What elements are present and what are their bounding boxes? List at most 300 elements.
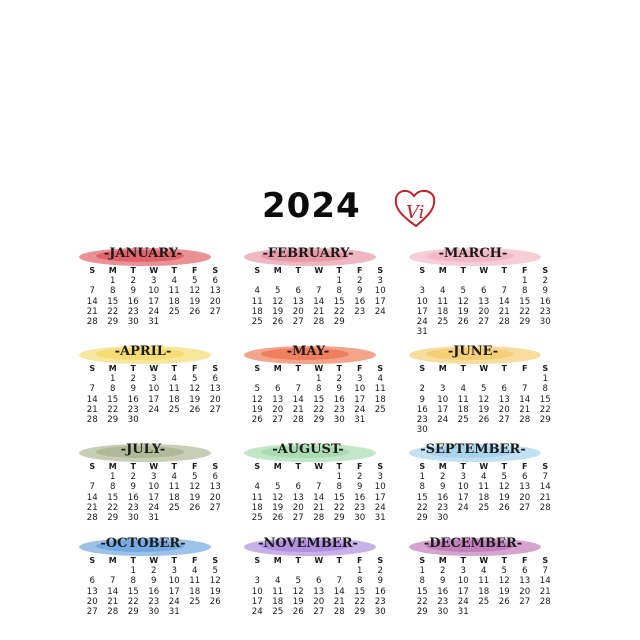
day-cell: 25 [251, 316, 263, 327]
day-cell: 19 [272, 306, 284, 317]
day-grid [82, 266, 226, 327]
day-cell: 18 [478, 492, 490, 503]
weekday-header: F [357, 462, 363, 471]
day-cell: 4 [254, 286, 260, 297]
day-cell: 22 [519, 306, 531, 317]
weekday-header: M [273, 556, 282, 565]
day-cell: 27 [292, 316, 304, 327]
weekday-header: S [212, 364, 219, 373]
day-cell: 6 [212, 374, 218, 385]
day-cell: 12 [457, 296, 469, 307]
day-cell: 15 [107, 296, 119, 307]
day-cell: 19 [209, 586, 221, 597]
day-cell: 25 [478, 502, 490, 513]
day-cell: 4 [481, 472, 487, 483]
day-cell: 23 [437, 596, 449, 607]
weekday-header: F [522, 462, 528, 471]
weekday-header: T [460, 462, 466, 471]
day-cell: 3 [460, 472, 466, 483]
day-cell: 21 [86, 306, 98, 317]
day-cell: 27 [478, 316, 490, 327]
empty-cell [268, 472, 289, 482]
empty-cell [453, 374, 474, 384]
day-grid [247, 462, 391, 523]
day-cell: 1 [336, 276, 342, 287]
weekday-header: S [89, 462, 96, 471]
day-cell: 26 [457, 316, 469, 327]
weekday-header: S [89, 266, 96, 275]
day-cell: 14 [498, 296, 510, 307]
day-cell: 31 [457, 606, 469, 617]
day-cell: 18 [478, 586, 490, 597]
day-cell: 26 [478, 414, 490, 425]
weekday-header: M [108, 462, 117, 471]
empty-cell [268, 566, 289, 576]
day-cell: 16 [437, 586, 449, 597]
day-cell: 1 [542, 374, 548, 385]
month-name: -JANUARY- [103, 246, 183, 261]
weekday-header: F [357, 266, 363, 275]
day-cell: 23 [539, 306, 551, 317]
weekday-header: W [149, 462, 159, 471]
weekday-header: T [501, 266, 507, 275]
weekday-header: F [522, 266, 528, 275]
day-cell: 2 [357, 276, 363, 287]
day-cell: 16 [437, 492, 449, 503]
day-cell: 15 [313, 394, 325, 405]
day-cell: 2 [419, 384, 425, 395]
day-cell: 29 [107, 316, 119, 327]
day-cell: 10 [148, 384, 160, 395]
day-cell: 23 [416, 414, 428, 425]
day-cell: 28 [519, 414, 531, 425]
day-cell: 22 [313, 404, 325, 415]
day-grid [247, 364, 391, 425]
day-cell: 1 [110, 472, 116, 483]
day-cell: 19 [251, 404, 263, 415]
weekday-header: M [438, 364, 447, 373]
day-cell: 9 [419, 394, 425, 405]
day-cell: 20 [292, 306, 304, 317]
day-cell: 20 [86, 596, 98, 607]
day-cell: 6 [501, 384, 507, 395]
day-cell: 4 [171, 276, 177, 287]
weekday-header: F [357, 364, 363, 373]
day-cell: 6 [212, 276, 218, 287]
day-cell: 9 [357, 482, 363, 493]
day-cell: 15 [333, 492, 345, 503]
day-cell: 20 [209, 296, 221, 307]
day-cell: 4 [481, 566, 487, 577]
day-grid [247, 266, 391, 327]
day-cell: 25 [374, 404, 386, 415]
day-cell: 26 [498, 502, 510, 513]
weekday-header: S [419, 556, 426, 565]
day-cell: 21 [519, 404, 531, 415]
month-block [227, 246, 389, 340]
day-cell: 2 [440, 566, 446, 577]
day-cell: 9 [151, 576, 157, 587]
day-cell: 22 [416, 502, 428, 513]
day-cell: 19 [292, 596, 304, 607]
day-cell: 21 [107, 596, 119, 607]
day-cell: 15 [416, 492, 428, 503]
month-name: -JUNE- [447, 344, 499, 359]
day-cell: 29 [127, 606, 139, 617]
day-cell: 6 [316, 576, 322, 587]
logo-text: Vi [406, 202, 425, 223]
day-cell: 30 [416, 425, 428, 436]
weekday-header: F [192, 462, 198, 471]
day-cell: 29 [539, 414, 551, 425]
day-cell: 26 [272, 316, 284, 327]
day-cell: 3 [151, 374, 157, 385]
day-cell: 13 [209, 482, 221, 493]
day-cell: 17 [148, 296, 160, 307]
day-cell: 29 [519, 316, 531, 327]
day-grid [412, 266, 556, 337]
weekday-header: S [254, 556, 261, 565]
empty-cell [82, 374, 103, 384]
day-cell: 1 [110, 276, 116, 287]
weekday-header: M [108, 556, 117, 565]
weekday-header: W [314, 462, 324, 471]
day-cell: 24 [457, 596, 469, 607]
day-cell: 25 [168, 502, 180, 513]
empty-cell [103, 566, 124, 576]
day-cell: 16 [127, 492, 139, 503]
weekday-header: F [522, 556, 528, 565]
day-cell: 10 [416, 296, 428, 307]
day-cell: 8 [357, 576, 363, 587]
day-cell: 8 [522, 286, 528, 297]
day-cell: 7 [295, 384, 301, 395]
day-cell: 19 [478, 404, 490, 415]
day-cell: 26 [292, 606, 304, 617]
weekday-header: M [273, 364, 282, 373]
month-name: -APRIL- [114, 344, 172, 359]
day-cell: 31 [148, 512, 160, 523]
day-cell: 5 [212, 566, 218, 577]
day-cell: 22 [333, 306, 345, 317]
empty-cell [82, 566, 103, 576]
day-cell: 3 [460, 566, 466, 577]
day-cell: 17 [374, 296, 386, 307]
weekday-header: M [273, 266, 282, 275]
day-cell: 29 [416, 512, 428, 523]
month-block [227, 344, 389, 438]
day-cell: 2 [151, 566, 157, 577]
day-cell: 11 [478, 576, 490, 587]
day-cell: 17 [251, 596, 263, 607]
empty-cell [247, 276, 268, 286]
day-cell: 25 [168, 306, 180, 317]
day-cell: 10 [437, 394, 449, 405]
day-cell: 6 [295, 482, 301, 493]
day-cell: 16 [416, 404, 428, 415]
day-cell: 24 [251, 606, 263, 617]
weekday-header: M [438, 556, 447, 565]
empty-cell [82, 472, 103, 482]
day-cell: 29 [333, 512, 345, 523]
day-cell: 26 [189, 404, 201, 415]
day-cell: 25 [457, 414, 469, 425]
day-cell: 20 [209, 492, 221, 503]
day-cell: 2 [130, 276, 136, 287]
day-cell: 15 [127, 586, 139, 597]
weekday-header: T [336, 266, 342, 275]
day-cell: 11 [272, 586, 284, 597]
weekday-header: M [438, 266, 447, 275]
day-cell: 28 [333, 606, 345, 617]
heart-logo-icon [392, 186, 440, 230]
month-name: -MAY- [286, 344, 330, 359]
day-cell: 13 [478, 296, 490, 307]
day-cell: 16 [333, 394, 345, 405]
day-cell: 18 [251, 502, 263, 513]
day-cell: 27 [519, 596, 531, 607]
day-cell: 21 [498, 306, 510, 317]
day-cell: 15 [333, 296, 345, 307]
day-cell: 13 [209, 286, 221, 297]
day-cell: 5 [275, 482, 281, 493]
day-cell: 9 [130, 482, 136, 493]
day-cell: 5 [192, 374, 198, 385]
weekday-header: W [479, 556, 489, 565]
day-cell: 8 [336, 286, 342, 297]
day-cell: 8 [110, 286, 116, 297]
day-cell: 28 [86, 316, 98, 327]
day-cell: 10 [374, 286, 386, 297]
day-cell: 13 [292, 492, 304, 503]
empty-cell [515, 374, 536, 384]
day-cell: 20 [498, 404, 510, 415]
day-cell: 14 [107, 586, 119, 597]
day-cell: 1 [522, 276, 528, 287]
day-cell: 15 [354, 586, 366, 597]
day-cell: 6 [89, 576, 95, 587]
empty-cell [309, 472, 330, 482]
month-block [62, 246, 224, 340]
day-cell: 23 [437, 502, 449, 513]
day-cell: 7 [542, 472, 548, 483]
day-cell: 16 [127, 296, 139, 307]
day-cell: 1 [419, 566, 425, 577]
day-cell: 9 [542, 286, 548, 297]
day-cell: 17 [374, 492, 386, 503]
weekday-header: M [273, 462, 282, 471]
day-cell: 4 [440, 286, 446, 297]
weekday-header: S [89, 556, 96, 565]
day-cell: 4 [192, 566, 198, 577]
day-cell: 9 [440, 576, 446, 587]
day-cell: 14 [86, 492, 98, 503]
year-title: 2024 [262, 186, 361, 226]
day-cell: 14 [519, 394, 531, 405]
day-cell: 14 [539, 576, 551, 587]
empty-cell [494, 276, 515, 286]
day-cell: 10 [148, 482, 160, 493]
day-cell: 28 [86, 414, 98, 425]
day-cell: 14 [313, 492, 325, 503]
day-cell: 5 [501, 472, 507, 483]
empty-cell [247, 472, 268, 482]
day-cell: 31 [168, 606, 180, 617]
day-cell: 27 [498, 414, 510, 425]
day-cell: 10 [168, 576, 180, 587]
day-cell: 26 [498, 596, 510, 607]
day-cell: 27 [313, 606, 325, 617]
day-cell: 2 [357, 472, 363, 483]
day-cell: 29 [416, 606, 428, 617]
empty-cell [288, 374, 309, 384]
day-cell: 23 [127, 502, 139, 513]
day-cell: 12 [209, 576, 221, 587]
day-cell: 18 [457, 404, 469, 415]
day-cell: 16 [127, 394, 139, 405]
day-cell: 18 [168, 394, 180, 405]
day-cell: 25 [478, 596, 490, 607]
day-cell: 19 [498, 492, 510, 503]
day-cell: 28 [539, 596, 551, 607]
day-cell: 21 [86, 502, 98, 513]
day-cell: 13 [313, 586, 325, 597]
day-cell: 11 [437, 296, 449, 307]
weekday-header: S [542, 556, 549, 565]
day-cell: 12 [292, 586, 304, 597]
day-cell: 18 [189, 586, 201, 597]
day-cell: 4 [171, 472, 177, 483]
day-cell: 30 [127, 414, 139, 425]
day-cell: 15 [107, 394, 119, 405]
day-cell: 3 [151, 472, 157, 483]
day-cell: 11 [478, 482, 490, 493]
day-cell: 20 [292, 502, 304, 513]
day-cell: 15 [519, 296, 531, 307]
day-cell: 21 [333, 596, 345, 607]
weekday-header: W [479, 364, 489, 373]
weekday-header: S [377, 266, 384, 275]
weekday-header: S [542, 462, 549, 471]
day-cell: 15 [539, 394, 551, 405]
day-cell: 22 [416, 596, 428, 607]
day-cell: 22 [107, 502, 119, 513]
day-cell: 17 [148, 492, 160, 503]
day-cell: 23 [374, 596, 386, 607]
weekday-header: S [542, 364, 549, 373]
day-cell: 13 [209, 384, 221, 395]
weekday-header: W [314, 364, 324, 373]
day-cell: 10 [374, 482, 386, 493]
day-cell: 22 [127, 596, 139, 607]
weekday-header: S [254, 364, 261, 373]
day-cell: 28 [498, 316, 510, 327]
day-cell: 7 [522, 384, 528, 395]
day-cell: 1 [110, 374, 116, 385]
day-cell: 6 [522, 472, 528, 483]
day-cell: 28 [313, 512, 325, 523]
empty-cell [247, 374, 268, 384]
weekday-header: T [295, 266, 301, 275]
day-cell: 26 [189, 502, 201, 513]
day-cell: 1 [357, 566, 363, 577]
weekday-header: S [419, 364, 426, 373]
empty-cell [268, 374, 289, 384]
day-cell: 11 [168, 482, 180, 493]
day-cell: 19 [189, 296, 201, 307]
day-cell: 7 [501, 286, 507, 297]
day-cell: 6 [275, 384, 281, 395]
weekday-header: T [171, 556, 177, 565]
empty-cell [82, 276, 103, 286]
day-cell: 3 [151, 276, 157, 287]
day-cell: 31 [374, 512, 386, 523]
day-cell: 24 [168, 596, 180, 607]
day-cell: 10 [457, 482, 469, 493]
day-cell: 27 [209, 404, 221, 415]
weekday-header: S [419, 266, 426, 275]
empty-cell [309, 276, 330, 286]
weekday-header: M [108, 266, 117, 275]
month-block [62, 536, 224, 630]
day-cell: 7 [316, 286, 322, 297]
day-cell: 17 [148, 394, 160, 405]
month-name: -JULY- [120, 442, 166, 457]
day-cell: 24 [148, 404, 160, 415]
day-cell: 1 [130, 566, 136, 577]
day-cell: 10 [148, 286, 160, 297]
day-cell: 20 [209, 394, 221, 405]
day-cell: 9 [357, 286, 363, 297]
weekday-header: S [254, 462, 261, 471]
day-cell: 11 [168, 286, 180, 297]
day-cell: 7 [89, 286, 95, 297]
day-cell: 6 [212, 472, 218, 483]
day-cell: 8 [419, 482, 425, 493]
day-grid [412, 556, 556, 617]
weekday-header: T [130, 364, 136, 373]
day-cell: 18 [272, 596, 284, 607]
weekday-header: M [108, 364, 117, 373]
day-cell: 15 [107, 492, 119, 503]
day-cell: 2 [130, 374, 136, 385]
day-cell: 9 [440, 482, 446, 493]
day-cell: 5 [254, 384, 260, 395]
day-cell: 2 [130, 472, 136, 483]
day-cell: 23 [127, 404, 139, 415]
day-cell: 22 [107, 306, 119, 317]
day-cell: 27 [292, 512, 304, 523]
day-cell: 21 [539, 492, 551, 503]
day-cell: 19 [272, 502, 284, 513]
day-cell: 11 [189, 576, 201, 587]
day-cell: 2 [542, 276, 548, 287]
weekday-header: T [130, 266, 136, 275]
day-cell: 21 [539, 586, 551, 597]
day-cell: 8 [419, 576, 425, 587]
weekday-header: W [149, 364, 159, 373]
day-cell: 25 [272, 606, 284, 617]
day-cell: 16 [374, 586, 386, 597]
month-block [62, 344, 224, 438]
weekday-header: F [192, 364, 198, 373]
weekday-header: W [479, 266, 489, 275]
empty-cell [329, 566, 350, 576]
weekday-header: T [171, 364, 177, 373]
day-cell: 3 [419, 286, 425, 297]
day-cell: 17 [457, 586, 469, 597]
day-cell: 7 [89, 482, 95, 493]
